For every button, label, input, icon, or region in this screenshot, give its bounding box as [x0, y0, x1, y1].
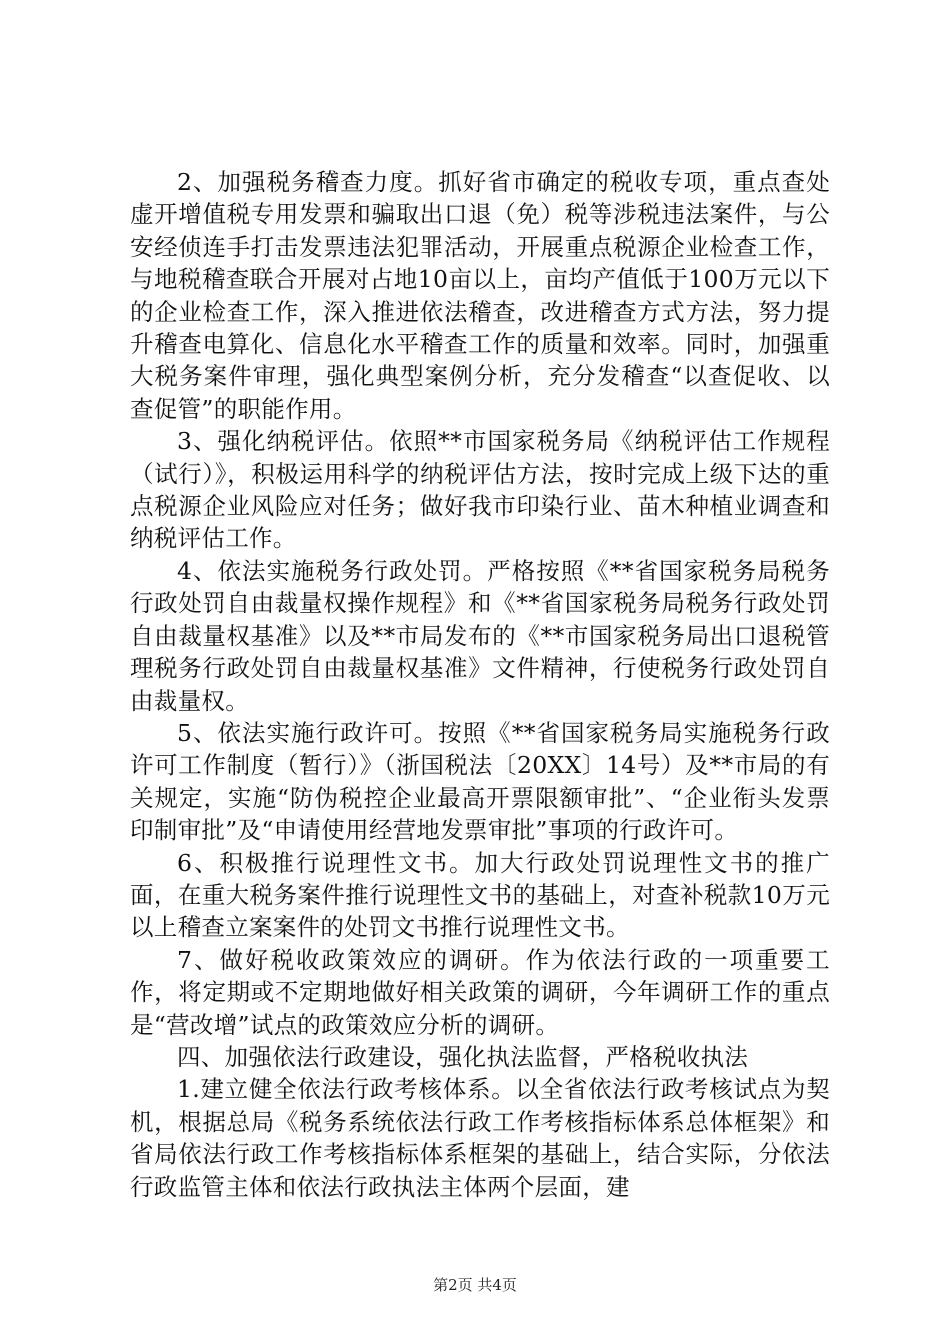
document-body: [130, 166, 830, 1203]
page-footer: 第2页 共4页: [433, 1276, 517, 1294]
paragraph-reasoning-documents: 6、积极推行说理性文书。加大行政处罚说理性文书的推广面，在重大税务案件推行说理性文书的基础上，对查补税款10万元以上稽查立案案件的处罚文书推行说理性文书。: [130, 848, 830, 942]
paragraph-policy-research: 7、做好税收政策效应的调研。作为依法行政的一项重要工作，将定期或不定期地做好相关政策的调研，今年调研工作的重点是“营改增”试点的政策效应分析的调研。: [130, 945, 830, 1039]
paragraph-administrative-penalty: 4、依法实施税务行政处罚。严格按照《**省国家税务局税务行政处罚自由裁量权操作规程》和《**省国家税务局税务行政处罚自由裁量权基准》以及**市局发布的《**市国家税务局出口退税管理税务行政处罚自由裁量权基准》文件精神，行使税务行政处罚自由裁量权。: [130, 556, 830, 715]
paragraph-tax-inspection: 2、加强税务稽查力度。抓好省市确定的税收专项，重点查处虚开增值税专用发票和骗取出口退（免）税等涉税违法案件，与公安经侦连手打击发票违法犯罪活动，开展重点税源企业检查工作，与地税稽查联合开展对占地10亩以上，亩均产值低于100万元以下的企业检查工作，深入推进依法稽查，改进稽查方式方法，努力提升稽查电算化、信息化水平稽查工作的质量和效率。同时，加强重大税务案件审理，强化典型案例分析，充分发稽查“以查促收、以查促管”的职能作用。: [130, 168, 830, 423]
paragraph-tax-assessment: 3、强化纳税评估。依照**市国家税务局《纳税评估工作规程（试行）》，积极运用科学的纳税评估方法，按时完成上级下达的重点税源企业风险应对任务；做好我市印染行业、苗木种植业调查和纳税评估工作。: [130, 427, 830, 553]
paragraph-administrative-licensing: 5、依法实施行政许可。按照《**省国家税务局实施税务行政许可工作制度（暂行）》（浙国税法〔20XX〕14号）及**市局的有关规定，实施“防伪税控企业最高开票限额审批”、“企业衔头发票印制审批”及“申请使用经营地发票审批”事项的行政许可。: [130, 718, 830, 845]
section-heading-four: 四、加强依法行政建设，强化执法监督，严格税收执法: [177, 1042, 749, 1071]
paragraph-evaluation-system: 1.建立健全依法行政考核体系。以全省依法行政考核试点为契机，根据总局《税务系统依法行政工作考核指标体系总体框架》和省局依法行政工作考核指标体系框架的基础上，结合实际，分依法行政监管主体和依法行政执法主体两个层面，建: [130, 1075, 830, 1201]
